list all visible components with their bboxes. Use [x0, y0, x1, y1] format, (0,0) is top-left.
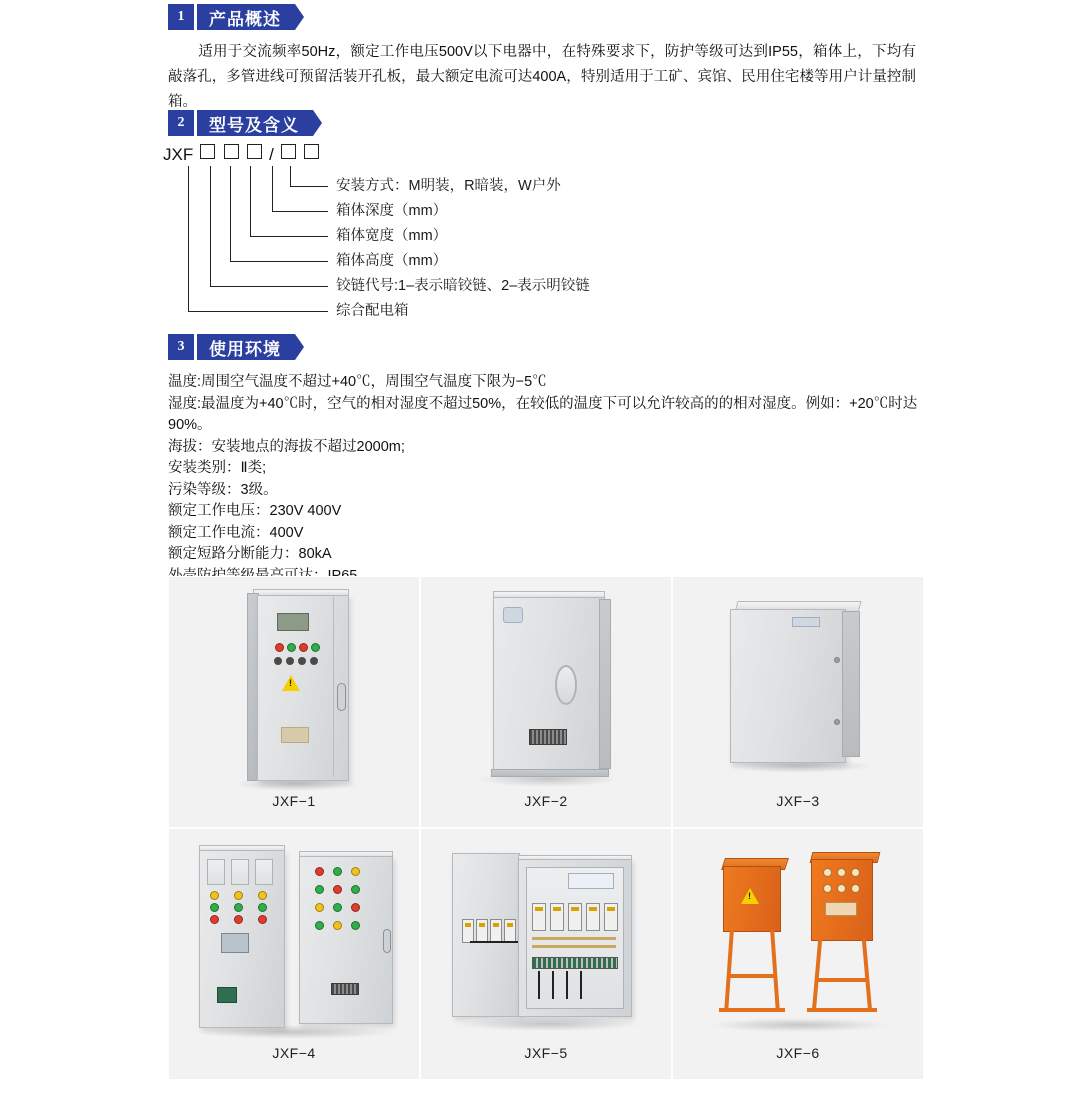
left-meter-1: [207, 859, 225, 885]
model-label-list: [336, 174, 590, 324]
section-1-paragraph: [168, 40, 916, 115]
contactor-2: [568, 903, 582, 931]
product-image-jxf-4: [169, 829, 419, 1045]
vent-grille: [529, 729, 567, 745]
product-tile-jxf-3: [672, 576, 924, 828]
product-caption-6: JXF−6: [776, 1045, 820, 1061]
door-breaker-4: [504, 919, 516, 943]
model-code-diagram: [160, 144, 760, 319]
cabinet-art-3: [718, 595, 878, 775]
left-led-4: [210, 903, 219, 912]
door-breaker-1: [462, 919, 474, 943]
env-line-humidity: 湿度:最温度为+40℃时，空气的相对湿度不超过50%，在较低的温度下可以允许较高的的相对湿度。例如：+20℃时达90%。: [168, 395, 918, 433]
right-led-r11: [333, 921, 342, 930]
indicator-led-green: [287, 643, 296, 652]
left-meter-3: [255, 859, 273, 885]
leader-vline-1: [290, 166, 291, 186]
right-led-r4: [315, 885, 324, 894]
product-tile-jxf-2: [420, 576, 672, 828]
env-line-altitude: 海拔：安装地点的海拔不超过2000m;: [168, 438, 405, 455]
left-led-8: [234, 915, 243, 924]
env-line-short-circuit: 额定短路分断能力：80kA: [168, 546, 332, 562]
cabinet-art-4: [187, 837, 402, 1037]
model-label-hinge: 铰链代号:1–表示暗铰链、2–表示明铰链: [336, 278, 590, 294]
product-tile-jxf-4: [168, 828, 420, 1080]
right-led-r1: [315, 867, 324, 876]
section-title-3: 使用环境: [197, 334, 295, 360]
product-image-jxf-3: [673, 577, 923, 793]
outgoing-wire-2: [552, 971, 554, 999]
leader-hline-2: [272, 211, 328, 212]
model-box-5: [304, 144, 319, 159]
busbar-top: [532, 937, 616, 940]
model-box-3: [247, 144, 262, 159]
door-breaker-2: [476, 919, 488, 943]
right-led-r8: [333, 903, 342, 912]
contactor-4: [604, 903, 618, 931]
section-header-1: [168, 4, 295, 30]
product-image-jxf-5: [421, 829, 671, 1045]
contactor-1: [550, 903, 564, 931]
lock-screw-top: [834, 657, 840, 663]
env-line-install-category: 安装类别：Ⅱ类;: [168, 460, 267, 476]
product-tile-jxf-6: [672, 828, 924, 1080]
right-box-led-4: [823, 884, 832, 893]
right-led-r9: [351, 903, 360, 912]
section-header-2: [168, 110, 313, 136]
section-number-1: 1: [168, 4, 194, 30]
model-box-4: [281, 144, 296, 159]
right-led-r7: [315, 903, 324, 912]
leader-hline-6: [188, 311, 328, 312]
leader-hline-5: [210, 286, 328, 287]
left-led-1: [210, 891, 219, 900]
product-image-jxf-6: [673, 829, 923, 1045]
cabinet-art-5: [446, 845, 646, 1030]
right-box-led-3: [851, 868, 860, 877]
selector-switch-4: [310, 657, 318, 665]
product-caption-2: JXF−2: [524, 793, 568, 809]
right-stand-base: [807, 1008, 877, 1012]
cabinet-art-1: [229, 585, 359, 785]
right-box-led-6: [851, 884, 860, 893]
main-breaker: [532, 903, 546, 931]
door-breaker-3: [490, 919, 502, 943]
nameplate: [281, 727, 309, 743]
product-image-jxf-1: [169, 577, 419, 793]
model-label-height: 箱体高度（mm）: [336, 253, 448, 269]
left-meter-2: [231, 859, 249, 885]
left-led-3: [258, 891, 267, 900]
door-handle: [337, 683, 346, 711]
leader-vline-6: [188, 166, 189, 311]
right-led-r2: [333, 867, 342, 876]
right-stand-leg-2: [862, 939, 872, 1012]
selector-switch-3: [298, 657, 306, 665]
left-stand-leg-2: [770, 930, 780, 1012]
cabinet-base: [491, 769, 609, 777]
door-wire: [470, 941, 520, 943]
model-label-product: 综合配电箱: [336, 303, 409, 319]
right-stand-leg-1: [812, 939, 822, 1012]
product-image-jxf-2: [421, 577, 671, 793]
model-label-width: 箱体宽度（mm）: [336, 228, 448, 244]
left-led-5: [234, 903, 243, 912]
leader-vline-5: [210, 166, 211, 286]
indicator-led-green-2: [311, 643, 320, 652]
right-led-r12: [351, 921, 360, 930]
left-emergency-button: [217, 987, 237, 1003]
model-box-2: [224, 144, 239, 159]
selector-switch-2: [286, 657, 294, 665]
right-stand-crossbar: [817, 978, 867, 982]
section-title-2: 型号及含义: [197, 110, 313, 136]
door-edge-line: [333, 597, 334, 777]
door-handle: [555, 665, 577, 705]
right-led-r5: [333, 885, 342, 894]
left-warning-icon: [741, 888, 759, 904]
left-stand-crossbar: [727, 974, 777, 978]
model-prefix: JXF: [163, 145, 194, 164]
right-door-handle: [383, 929, 391, 953]
cabinet-art-6: [703, 842, 893, 1032]
model-code-line: [163, 144, 321, 165]
cabinet-right-side: [599, 599, 611, 769]
model-label-depth: 箱体深度（mm）: [336, 203, 448, 219]
brand-badge: [792, 617, 820, 627]
env-line-pollution-degree: 污染等级：3级。: [168, 481, 278, 498]
leader-vline-2: [272, 166, 273, 211]
env-line-rated-voltage: 额定工作电压：230V 400V: [168, 503, 342, 519]
outgoing-wire-1: [538, 971, 540, 999]
section-number-3: 3: [168, 334, 194, 360]
warning-label-icon: [282, 675, 300, 691]
left-display: [221, 933, 249, 953]
leader-hline-1: [290, 186, 328, 187]
left-led-2: [234, 891, 243, 900]
outgoing-wire-3: [566, 971, 568, 999]
contactor-3: [586, 903, 600, 931]
env-line-rated-current: 额定工作电流：400V: [168, 524, 304, 541]
section-1-text: 适用于交流频率50Hz，额定工作电压500V以下电器中，在特殊要求下，防护等级可达到IP55，箱体上，下均有敲落孔，多管进线可预留活装开孔板，最大额定电流可达400A，特别适用于工矿、宾馆、民用住宅楼等用户计量控制箱。: [168, 44, 916, 110]
cabinet-door: [730, 609, 846, 763]
model-separator: /: [269, 145, 274, 164]
env-line-temperature: 温度:周围空气温度不超过+40℃，周围空气温度下限为−5℃: [168, 374, 547, 390]
left-led-7: [210, 915, 219, 924]
floor-shadow: [454, 1017, 642, 1031]
indicator-led-red: [275, 643, 284, 652]
product-image-grid: [168, 576, 924, 1080]
product-tile-jxf-5: [420, 828, 672, 1080]
right-box-led-1: [823, 868, 832, 877]
lock-screw-bottom: [834, 719, 840, 725]
brand-badge: [503, 607, 523, 623]
leader-vline-4: [230, 166, 231, 261]
model-box-1: [200, 144, 215, 159]
right-vent: [331, 983, 359, 995]
right-box-led-2: [837, 868, 846, 877]
left-led-6: [258, 903, 267, 912]
right-cabinet-door: [299, 856, 393, 1024]
cabinet-right-side: [842, 611, 860, 757]
cabinet-art-2: [471, 585, 621, 785]
right-box-led-5: [837, 884, 846, 893]
left-stand-base: [719, 1008, 785, 1012]
section-number-2: 2: [168, 110, 194, 136]
leader-hline-4: [230, 261, 328, 262]
busbar-mid: [532, 945, 616, 948]
right-led-r10: [315, 921, 324, 930]
section-header-3: [168, 334, 295, 360]
indicator-led-red-2: [299, 643, 308, 652]
meter-display: [277, 613, 309, 631]
product-caption-3: JXF−3: [776, 793, 820, 809]
product-tile-jxf-1: [168, 576, 420, 828]
section-title-1: 产品概述: [197, 4, 295, 30]
product-caption-4: JXF−4: [272, 1045, 316, 1061]
terminal-block: [532, 957, 618, 969]
right-box-nameplate: [825, 902, 857, 916]
selector-switch-1: [274, 657, 282, 665]
right-led-r3: [351, 867, 360, 876]
model-label-install-type: 安装方式：M明装，R暗装，W户外: [336, 178, 561, 194]
leader-vline-3: [250, 166, 251, 236]
right-led-r6: [351, 885, 360, 894]
product-caption-1: JXF−1: [272, 793, 316, 809]
environment-list: [168, 372, 928, 587]
left-stand-leg-1: [724, 930, 734, 1012]
wiring-diagram-label: [568, 873, 614, 889]
product-caption-5: JXF−5: [524, 1045, 568, 1061]
leader-hline-3: [250, 236, 328, 237]
left-led-9: [258, 915, 267, 924]
outgoing-wire-4: [580, 971, 582, 999]
floor-shadow: [709, 1018, 889, 1032]
